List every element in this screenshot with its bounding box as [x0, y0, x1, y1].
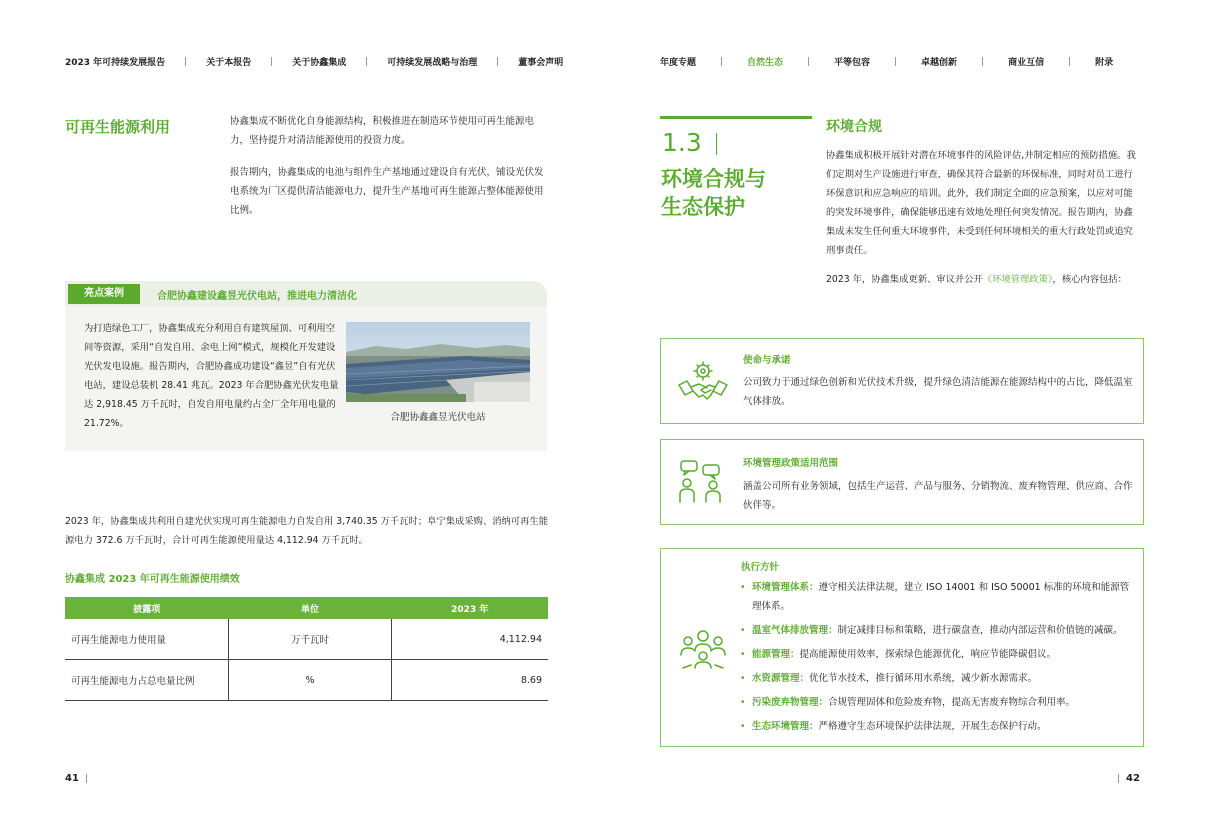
section-title-renewable: 可再生能源利用 — [65, 118, 171, 136]
nav-item-about-report[interactable]: 关于本报告 — [206, 58, 252, 68]
policy-item-text: 遵守相关法律法规，建立 ISO 14001 和 ISO 50001 标准的环境和能源管理体系。 — [752, 582, 1130, 612]
top-nav-right — [660, 55, 1113, 68]
card-scope-text: 涵盖公司所有业务领域，包括生产运营、产品与服务、分销物流、废弃物管理、供应商、合作伙伴等。 — [743, 481, 1133, 511]
page-number-right-text: 42 — [1126, 773, 1140, 784]
card-policy-title: 执行方针 — [741, 562, 780, 573]
chapter-accent-bar — [660, 116, 812, 119]
compliance-body: 协鑫集成积极开展针对潜在环境事件的风险评估,并制定相应的预防措施。我们定期对生产设施进行审查，确保其符合最新的环保标准，同时对员工进行环保意识和应急响应的培训。此外，我们制定全面的应急预案，以应对可能的突发环境事件，确保能够迅速有效地处理任何突发情况。报告期内，协鑫集成未发生任何重大环境事件，未受到任何环境相关的重大行政处罚或追究刑事责任。 — [826, 150, 1136, 256]
table-cell-value: 4,112.94 — [392, 619, 549, 660]
renewable-performance-table — [65, 597, 548, 701]
table-row — [65, 619, 548, 660]
table-cell-value: 8.69 — [392, 660, 549, 701]
nav-item-board-statement[interactable]: 董事会声明 — [518, 58, 564, 68]
policy-intro — [826, 270, 1146, 289]
table-title: 协鑫集成 2023 年可再生能源使用绩效 — [65, 574, 240, 585]
card-mission — [660, 338, 1144, 424]
table-row — [65, 660, 548, 701]
intro-paragraph-2: 报告期内，协鑫集成的电池与组件生产基地通过建设自有光伏，铺设光伏发电系统为厂区提供清洁能源电力，提升生产基地可再生能源占整体能源使用比例。 — [230, 167, 544, 216]
list-item — [740, 693, 1138, 712]
table-cell-item: 可再生能源电力使用量 — [65, 619, 229, 660]
nav-item-strategy[interactable]: 可持续发展战略与治理 — [387, 58, 478, 68]
nav-item-appendix[interactable]: 附录 — [1095, 58, 1114, 68]
nav-item-inclusion[interactable]: 平等包容 — [834, 58, 871, 68]
policy-list — [740, 578, 1138, 741]
table-header-item: 披露项 — [65, 597, 229, 619]
renewable-summary: 2023 年，协鑫集成共利用自建光伏实现可再生能源电力自发自用 3,740.35 万千瓦时；阜宁集成采购、消纳可再生能源电力 372.6 万千瓦时，合计可再生能源使用量达 4,112.94 万千瓦时。 — [65, 516, 548, 546]
nav-item-about-company[interactable]: 关于协鑫集成 — [292, 58, 347, 68]
nav-item-innovation[interactable]: 卓越创新 — [921, 58, 958, 68]
card-scope — [660, 439, 1144, 525]
nav-item-annual-topic[interactable]: 年度专题 — [660, 58, 697, 68]
chapter-title — [661, 165, 766, 221]
chapter-number-text: 1.3 — [662, 128, 702, 157]
policy-item-text: 提高能源使用效率，探索绿色能源优化，响应节能降碳倡议。 — [799, 649, 1057, 660]
intro-paragraph-1: 协鑫集成不断优化自身能源结构，积极推进在制造环节使用可再生能源电力，坚持提升对清洁能源使用的投资力度。 — [230, 116, 535, 146]
section-title-compliance: 环境合规 — [826, 119, 882, 135]
case-header — [65, 281, 547, 306]
policy-intro-pre: 2023 年，协鑫集成更新、审议并公开 — [826, 274, 983, 285]
page-number-right — [1118, 773, 1140, 784]
policy-document-link[interactable]: 《环境管理政策》 — [982, 274, 1053, 285]
team-group-icon — [677, 627, 729, 673]
policy-item-key: 水资源管理： — [752, 673, 810, 684]
table-cell-unit: % — [229, 660, 392, 701]
policy-item-key: 温室气体排放管理： — [752, 625, 838, 636]
policy-item-text: 严格遵守生态环境保护法律法规，开展生态保护行动。 — [818, 721, 1047, 732]
highlight-case-box — [65, 281, 547, 451]
nav-item-report[interactable]: 2023 年可持续发展报告 — [65, 58, 166, 68]
case-title: 合肥协鑫建设鑫昱光伏电站，推进电力清洁化 — [157, 291, 357, 302]
list-item — [740, 621, 1138, 640]
policy-item-text: 合规管理固体和危险废弃物，提高无害废弃物综合利用率。 — [828, 697, 1076, 708]
policy-item-key: 能源管理： — [752, 649, 800, 660]
table-cell-unit: 万千瓦时 — [229, 619, 392, 660]
policy-item-key: 环境管理体系： — [752, 582, 819, 593]
list-item — [740, 578, 1138, 616]
case-tag: 亮点案例 — [68, 284, 140, 304]
card-scope-title: 环境管理政策适用范围 — [743, 458, 839, 469]
card-mission-title: 使命与承诺 — [743, 355, 791, 366]
policy-item-key: 污染废弃物管理： — [752, 697, 829, 708]
policy-item-key: 生态环境管理： — [752, 721, 819, 732]
nav-item-business-trust[interactable]: 商业互信 — [1008, 58, 1045, 68]
photo-caption: 合肥协鑫鑫昱光伏电站 — [390, 412, 486, 423]
table-header-year: 2023 年 — [392, 597, 549, 619]
list-item — [740, 669, 1138, 688]
chapter-title-line-1: 环境合规与 — [661, 167, 766, 191]
card-mission-text: 公司致力于通过绿色创新和光伏技术升级，提升绿色清洁能源在能源结构中的占比，降低温室气体排放。 — [743, 377, 1133, 407]
policy-item-text: 优化节水技术，推行循环用水系统，减少新水源需求。 — [809, 673, 1038, 684]
chapter-title-line-2: 生态保护 — [661, 195, 745, 219]
solar-plant-photo — [346, 322, 530, 402]
case-body: 为打造绿色工厂，协鑫集成充分利用自有建筑屋顶、可利用空间等资源，采用“自发自用、余电上网”模式，规模化开发建设光伏发电设施。报告期内，合肥协鑫成功建设“鑫昱”自有光伏电站，建设总装机 28.41 兆瓦。2023 年合肥协鑫光伏发电量达 2,918.45 万千瓦时，自发自用电量约占全厂全年用电量的 21.72%。 — [84, 323, 339, 429]
policy-item-text: 制定减排目标和策略，进行碳盘查，推动内部运营和价值链的减碳。 — [837, 625, 1123, 636]
nav-item-nature[interactable]: 自然生态 — [747, 58, 784, 68]
top-nav-left — [65, 55, 563, 68]
handshake-gear-icon — [677, 359, 729, 409]
chapter-number — [662, 128, 717, 157]
page-number-left — [65, 773, 87, 784]
people-discussion-icon — [677, 458, 725, 510]
policy-intro-post: ，核心内容包括： — [1052, 274, 1127, 285]
table-cell-item: 可再生能源电力占总电量比例 — [65, 660, 229, 701]
list-item — [740, 645, 1138, 664]
page-number-left-text: 41 — [65, 773, 79, 784]
table-header-unit: 单位 — [229, 597, 392, 619]
list-item — [740, 717, 1138, 736]
table-header-row — [65, 597, 548, 619]
